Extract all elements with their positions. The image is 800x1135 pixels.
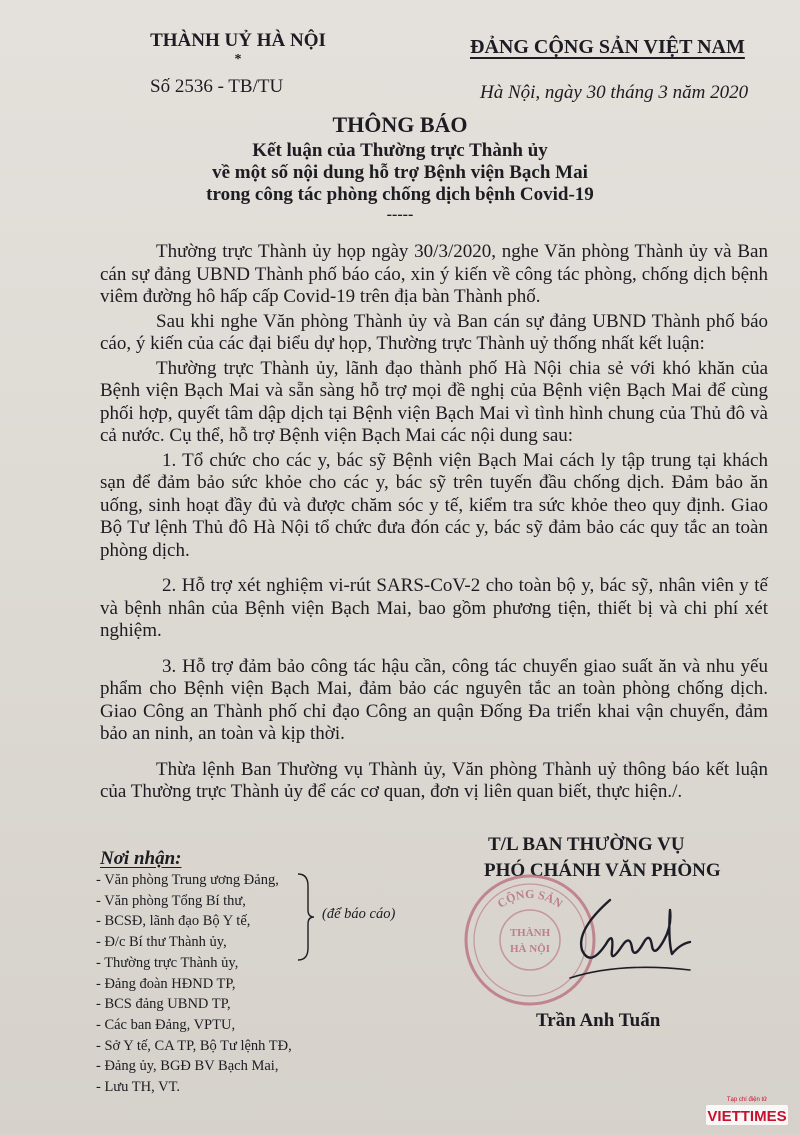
recipient-item: - Đảng đoàn HĐND TP, bbox=[96, 975, 236, 992]
recipients-brace bbox=[296, 872, 316, 962]
recipients-heading: Nơi nhận: bbox=[100, 848, 182, 869]
place-and-date: Hà Nội, ngày 30 tháng 3 năm 2020 bbox=[480, 82, 749, 103]
document-title: THÔNG BÁO bbox=[332, 112, 468, 137]
recipient-item: - BCSĐ, lãnh đạo Bộ Y tế, bbox=[96, 913, 251, 930]
handwritten-signature bbox=[540, 888, 730, 998]
support-item-1: 1. Tổ chức cho các y, bác sỹ Bệnh viện Bạch Mai cách ly tập trung tại khách sạn để đảm bảo sức khỏe cho các y, bác sỹ trên tuyến đầu chống dịch. Đảm bảo ăn uống, sinh hoạt đầy đủ và được chăm sóc y tế, kiểm tra sức khỏe theo quy định. Giao Bộ Tư lệnh Thủ đô Hà Nội tổ chức đưa đón các y, bác sỹ đảm bảo các quy tắc an toàn phòng dịch. bbox=[100, 449, 768, 561]
signatory-authority: T/L BAN THƯỜNG VỤ bbox=[488, 834, 685, 855]
logo-wordmark: VIETTIMES bbox=[707, 1108, 787, 1125]
viettimes-logo bbox=[704, 1091, 790, 1129]
signatory-position: PHÓ CHÁNH VĂN PHÒNG bbox=[484, 860, 721, 881]
recipient-item: - BCS đảng UBND TP, bbox=[96, 996, 231, 1013]
title-separator: ----- bbox=[386, 206, 414, 223]
seal-center-text-1: THÀNH bbox=[509, 927, 551, 939]
subtitle-line-1: Kết luận của Thường trực Thành ủy bbox=[252, 140, 548, 161]
issuing-organization: THÀNH UỶ HÀ NỘI bbox=[150, 30, 326, 51]
organization-mark: * bbox=[234, 52, 242, 67]
seal-center-text-2: HÀ NỘI bbox=[509, 943, 551, 955]
recipient-item: - Đảng ủy, BGĐ BV Bạch Mai, bbox=[96, 1058, 279, 1075]
recipient-item: - Lưu TH, VT. bbox=[96, 1079, 180, 1096]
logo-tagline: Tạp chí điện tử bbox=[726, 1097, 768, 1103]
support-item-3: 3. Hỗ trợ đảm bảo công tác hậu cần, công tác chuyển giao suất ăn và nhu yếu phẩm cho Bệnh viện Bạch Mai, đảm bảo các nguyên tắc an toàn phòng chống dịch. Giao Công an Thành phố chỉ đạo Công an quận Đống Đa triển khai vận chuyển, đảm bảo an ninh, an toàn và kịp thời. bbox=[100, 655, 768, 744]
signer-name: Trần Anh Tuấn bbox=[536, 1010, 661, 1031]
recipients-note: (để báo cáo) bbox=[322, 906, 396, 922]
document-number: Số 2536 - TB/TU bbox=[150, 76, 284, 97]
support-item-2: 2. Hỗ trợ xét nghiệm vi-rút SARS-CoV-2 cho toàn bộ y, bác sỹ, nhân viên y tế và bệnh nhân của Bệnh viện Bạch Mai, bao gồm phương tiện, thiết bị và chi phí xét nghiệm. bbox=[100, 575, 768, 641]
recipient-item: - Sở Y tế, CA TP, Bộ Tư lệnh TĐ, bbox=[96, 1037, 292, 1054]
document-body bbox=[100, 241, 768, 804]
paragraph-conclusion-intro: Sau khi nghe Văn phòng Thành ủy và Ban cán sự đảng UBND Thành phố báo cáo, ý kiến của các đại biểu dự họp, Thường trực Thành uỷ thống nhất kết luận: bbox=[100, 310, 768, 354]
paragraph-support-statement: Thường trực Thành ủy, lãnh đạo thành phố Hà Nội chia sẻ với khó khăn của Bệnh viện Bạch Mai và sẵn sàng hỗ trợ mọi đề nghị của Bệnh viện Bạch Mai để cùng phối hợp, quyết tâm dập dịch tại Bệnh viện Bạch Mai vì tình hình chung của Thủ đô và cả nước. Cụ thể, hỗ trợ Bệnh viện Bạch Mai các nội dung sau: bbox=[100, 357, 768, 446]
seal-arc-text: CỘNG SẢN bbox=[494, 886, 566, 911]
subtitle-line-3: trong công tác phòng chống dịch bệnh Covid-19 bbox=[206, 184, 594, 205]
subtitle-line-2: về một số nội dung hỗ trợ Bệnh viện Bạch Mai bbox=[212, 162, 588, 183]
recipient-item: - Thường trực Thành ủy, bbox=[96, 954, 239, 971]
party-name: ĐẢNG CỘNG SẢN VIỆT NAM bbox=[470, 36, 745, 58]
recipient-item: - Đ/c Bí thư Thành ủy, bbox=[96, 934, 227, 951]
paragraph-closing: Thừa lệnh Ban Thường vụ Thành ủy, Văn phòng Thành uỷ thông báo kết luận của Thường trực Thành ủy để các cơ quan, đơn vị liên quan biết, thực hiện./. bbox=[100, 758, 768, 802]
recipients-list bbox=[96, 870, 292, 1098]
recipient-item: - Các ban Đảng, VPTU, bbox=[96, 1016, 236, 1033]
paragraph-meeting: Thường trực Thành ủy họp ngày 30/3/2020, nghe Văn phòng Thành ủy và Ban cán sự đảng UBND Thành phố báo cáo, xin ý kiến về công tác phòng, chống dịch bệnh viêm đường hô hấp cấp Covid-19 trên địa bàn Thành phố. bbox=[100, 241, 768, 307]
recipient-item: - Văn phòng Tổng Bí thư, bbox=[96, 892, 246, 909]
recipient-item: - Văn phòng Trung ương Đảng, bbox=[96, 872, 279, 888]
